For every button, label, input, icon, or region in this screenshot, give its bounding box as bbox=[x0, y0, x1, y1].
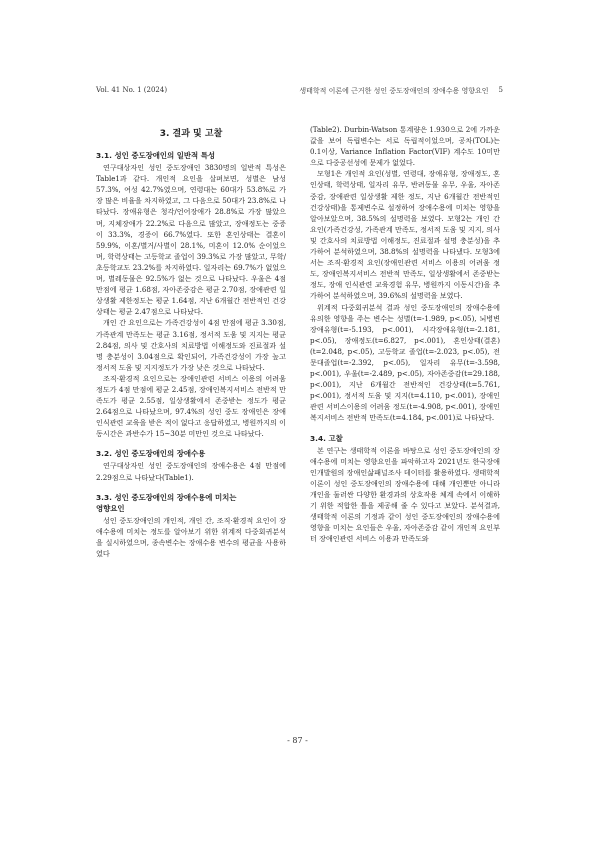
running-title: 생태학적 이론에 근거한 성인 중도장애인의 장애수용 영향요인 bbox=[299, 87, 489, 95]
section-title: 3. 결과 및 고찰 bbox=[159, 129, 223, 139]
left-column bbox=[96, 126, 286, 559]
header-page-number: 5 bbox=[498, 86, 503, 94]
paragraph: 모형1은 개인적 요인(성별, 연령대, 장애유형, 장애정도, 혼인상태, 학력상태, 일자리 유무, 반려동물 유무, 우울, 자아존중감, 장애관련 일상생활 제한 정도, 지난 6개월간 전반적인 건강상태)을 통제변수로 설정하여 장애수용에 미치는 영향을 알아보았으며, 38.5%의 설명력을 보였다. 모형2는 개인 간 요인(가족건강성, 가족관계 만족도, 정서적 도움 및 지지, 의사 및 간호사의 치료방법 이해정도, 진료절과 설명 충분성)을 추가하여 분석하였으며, 38.8%의 설명력을 나타냈다. 모형3에서는 조직·환경적 요인(장애인관련 서비스 이용의 어려움 정도, 장애인복지서비스 전반적 만족도, 일상생활에서 존중받는 정도, 장애 인식관련 교육경험 유무, 병원까지 이동시간)을 추가하여 분석하였으며, 39.6%의 설명력을 보였다. bbox=[310, 169, 500, 301]
paragraph: 성인 중도장애인의 개인적, 개인 간, 조직·환경적 요인이 장애수용에 미치는 정도를 알아보기 위한 위계적 다중회귀분석을 실시하였으며, 종속변수는 장애수용 변수의 평균을 사용하였다 bbox=[96, 515, 286, 558]
subsection-heading-3-3: 3.3. 성인 중도장애인의 장애수용에 미치는 영향요인 bbox=[96, 492, 237, 513]
journal-volume: Vol. 41 No. 1 (2024) bbox=[96, 86, 168, 94]
right-column bbox=[310, 124, 500, 544]
paragraph: 위계적 다중회귀분석 결과 성인 중도장애인의 장애수용에 유의한 영향을 주는 변수는 성별(t=-1.989, p<.05), 뇌병변장애유형(t=-5.193, p<.001), 시각장애유형(t=-2.181, p<.05), 장애정도(t=6.827, p<.001), 혼인상태(결혼)(t=2.048, p<.05), 고등학교 졸업(t=-2.023, p<.05), 전문대졸업(t=-2.392, p<.05), 일자리 유무(t=-3.598, p<.001), 우울(t=-2.489, p<.05), 자아존중감(t=29.188, p<.001), 지난 6개월간 전반적인 건강상태(t=5.761, p<.001), 정서적 도움 및 지지(t=4.110, p<.001), 장애인관련 서비스이용의 어려움 정도(t=-4.908, p<.001), 장애인복지서비스 전반적 만족도(t=4.184, p<.001)로 나타났다. bbox=[310, 302, 500, 423]
paragraph: 연구대상자인 성인 중도장애인의 장애수용은 4점 만점에 2.29점으로 나타났다(Table1). bbox=[96, 461, 286, 482]
subsection-heading-3-1: 3.1. 성인 중도장애인의 일반적 특성 bbox=[96, 151, 216, 161]
paragraph: 조직·환경적 요인으로는 장애인관련 서비스 이용의 어려움 정도가 4점 만점에 평균 2.45점, 장애인복지서비스 전반적 만족도가 평균 2.55점, 일상생활에서 존중받는 정도가 평균 2.64점으로 나타났으며, 97.4%의 성인 중도 장애인은 장애 인식관련 교육을 받은 적이 없다고 응답하였고, 병원까지의 이동시간은 과반수가 15~30분 미만인 것으로 나타났다. bbox=[96, 373, 286, 439]
paragraph: (Table2). Durbin-Watson 통계량은 1.930으로 2에 가까운 값을 보여 독립변수는 서로 독립적이었으며, 공차(TOL)는 0.1이상, Variance Inflation Factor(VIF) 계수도 10미만으로 다중공선성에 문제가 없었다. bbox=[310, 125, 500, 168]
running-header bbox=[96, 86, 503, 98]
page-footer: - 87 - bbox=[287, 736, 308, 745]
subsection-heading-3-2: 3.2. 성인 중도장애인의 장애수용 bbox=[96, 449, 206, 459]
subsection-heading-3-4: 3.4. 고찰 bbox=[310, 433, 343, 443]
header-right bbox=[299, 86, 503, 98]
paragraph: 연구대상자인 성인 중도장애인 3830명의 일반적 특성은 Table1과 같다. 개인적 요인을 살펴보면, 성별은 남성 57.3%, 여성 42.7%였으며, 연령대는 60대가 53.8%로 가장 많은 비율을 차지하였고, 그 다음으로 50대가 23.8%로 나타났다. 장애유형은 청각/언어장애가 28.8%로 가장 많았으며, 지체장애가 22.2%로 다음으로 많았고, 장애정도는 중증이 33.3%, 경증이 66.7%였다. 또한 혼인상태는 결혼이 59.9%, 이혼/별거/사별이 28.1%, 미혼이 12.0% 순이었으며, 학력상태는 고등학교 졸업이 39.3%로 가장 많았고, 무학/초등학교도 23.2%를 차지하였다. 일자리는 69.7%가 없었으며, 별레동물은 92.5%가 없는 것으로 나타났다. 우울은 4점 만점에 평균 1.68점, 자아존중감은 평균 2.70점, 장애관련 일상생활 제한정도는 평균 1.64점, 지난 6개월간 전반적인 건강상태는 평균 2.47점으로 나타났다. bbox=[96, 163, 286, 317]
paragraph: 본 연구는 생태학적 이론을 바탕으로 성인 중도장애인의 장애수용에 미치는 영향요인을 파악하고자 2021년도 한국장애인개발원의 장애인삶패널조사 데이터를 활용하였다. 생태학적 이론이 성인 중도장애인의 장애수용에 대해 개인뿐만 아니라 개인을 둘러싼 다양한 환경과의 상호작용 체계 속에서 이해하기 위한 적합한 틀을 제공해 줄 수 있다고 보았다. 분석결과, 생태학적 이론의 기정과 같이 성인 중도장애인의 장애수용에 영향을 미치는 요인들은 우울, 자아존중감 같이 개인적 요인부터 장애인관련 서비스 이용과 만족도와 bbox=[310, 445, 500, 544]
paragraph: 개인 간 요인으로는 가족건강성이 4점 만점에 평균 3.30점, 가족관계 만족도는 평균 3.16점, 정서적 도움 및 지지는 평균 2.84점, 의사 및 간호사의 치료방법 이해정도와 진료절과 설명 충분성이 3.04점으로 확인되어, 가족건강성이 가장 높고 정서적 도움 및 지지정도가 가장 낮은 것으로 나타났다. bbox=[96, 318, 286, 372]
